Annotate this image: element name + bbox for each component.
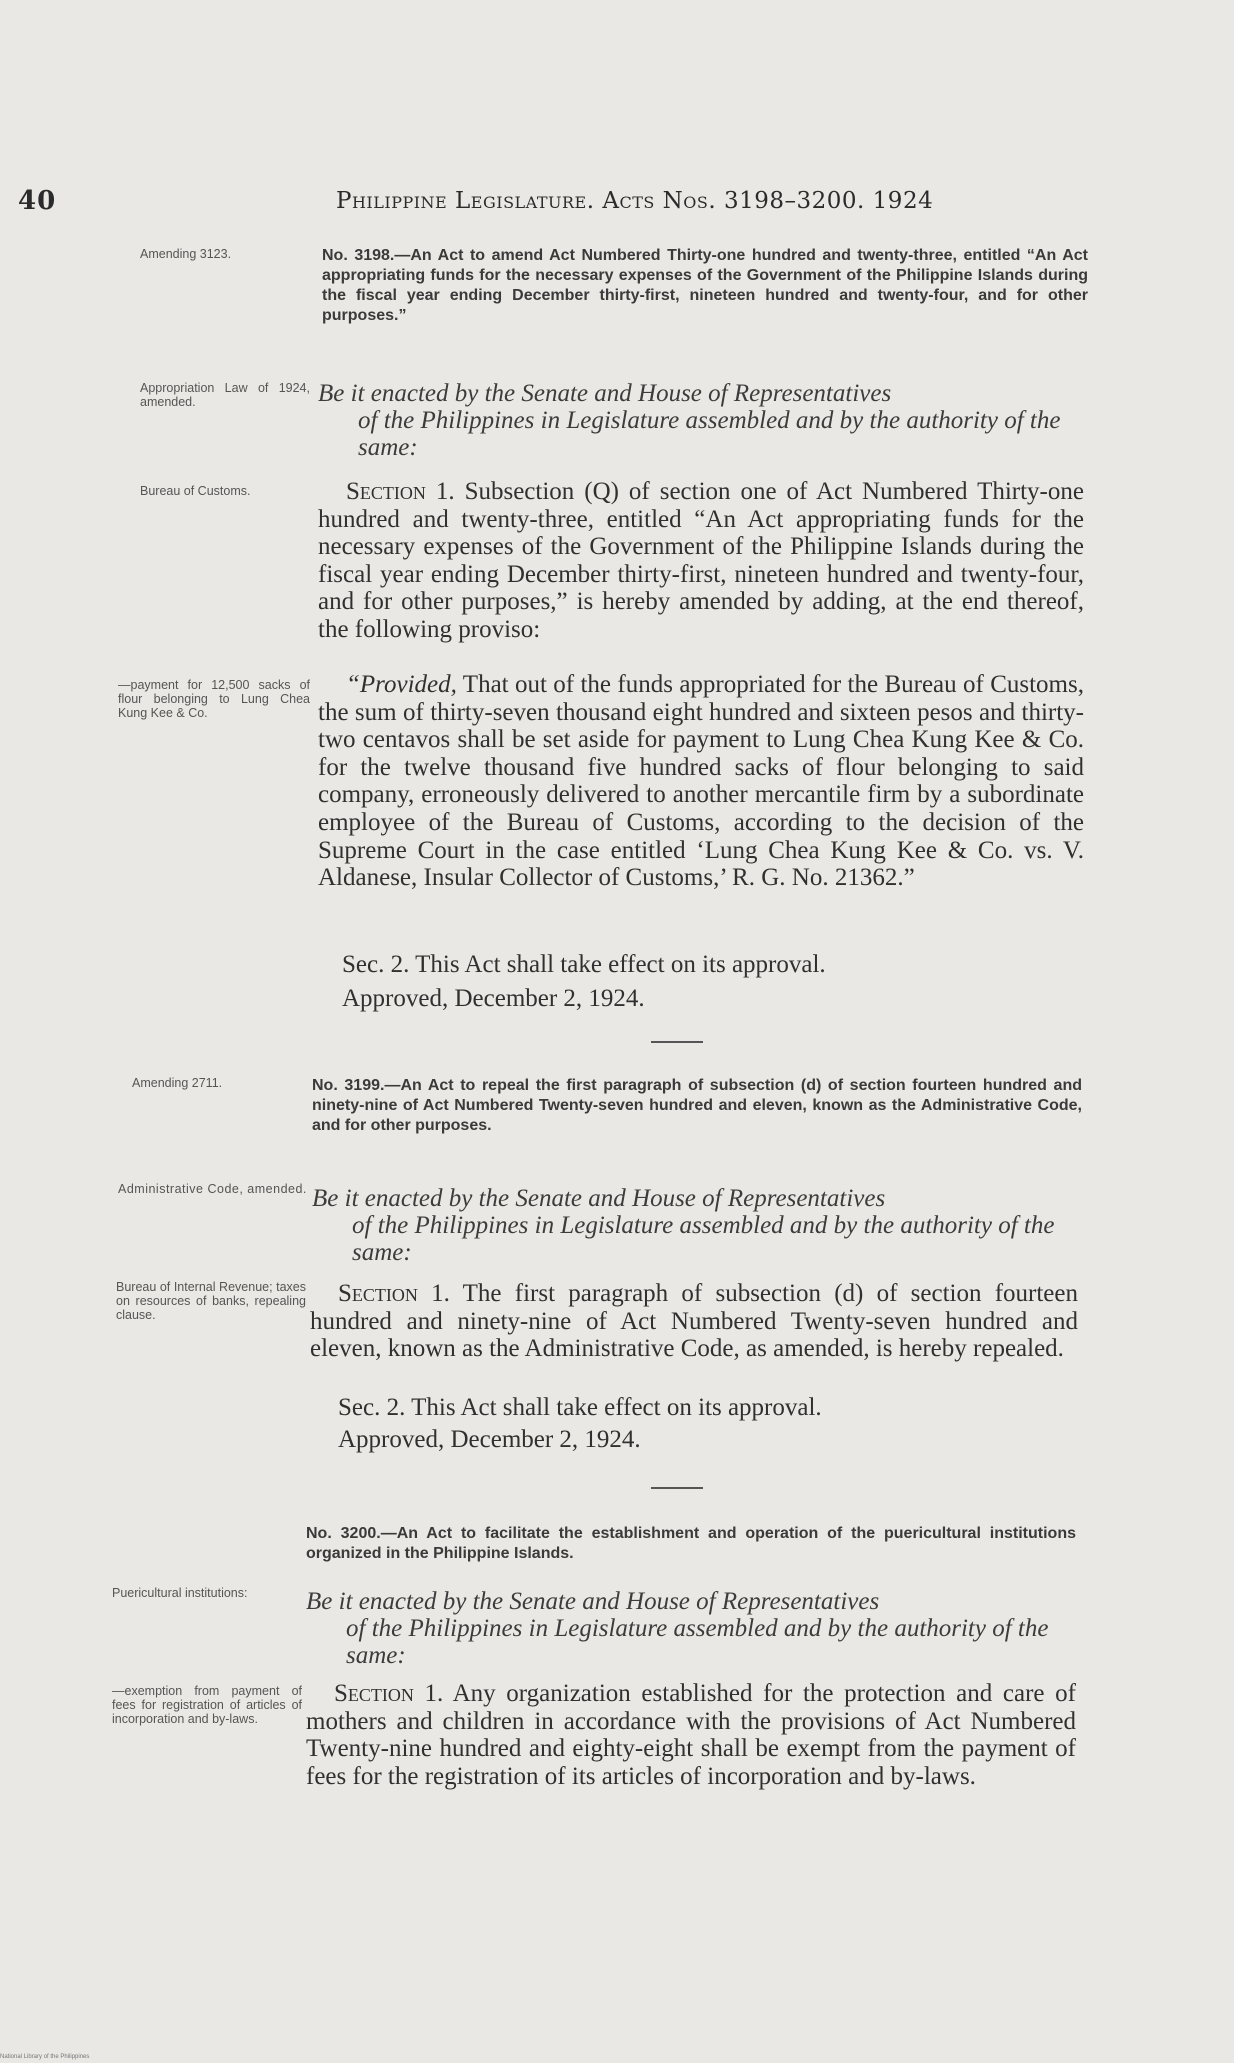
page-number: 40 xyxy=(18,186,57,216)
act-3199-approved: Approved, December 2, 1924. xyxy=(338,1426,641,1453)
act-3198-enacting-clause xyxy=(318,380,1088,461)
enact-first-line: Be it enacted by the Senate and House of Representatives xyxy=(318,380,892,407)
act-3198-title-text: —An Act to amend Act Numbered Thirty-one hundred and twenty-three, entitled “An Act appropriating funds for the necessary expenses of the Government of the Philippine Islands during the fiscal year ending December thirty-first, nineteen hundred and twenty-four, and for other purposes.” xyxy=(322,247,1088,324)
margin-note-payment-flour: —payment for 12,500 sacks of flour belonging to Lung Chea Kung Kee & Co. xyxy=(118,678,310,720)
act-3199-number: No. 3199. xyxy=(312,1077,385,1094)
enact-first-line: Be it enacted by the Senate and House of Representatives xyxy=(306,1588,880,1615)
section-1-text: Subsection (Q) of section one of Act Numbered Thirty-one hundred and twenty-three, entitled “An Act appropriating funds for the necessary expenses of the Government of the Philippine Islands during the fiscal year ending December thirty-first, nineteen hundred and twenty-four, and for other purposes,” is hereby amended by adding, at the end thereof, the following proviso: xyxy=(318,478,1084,643)
enact-rest: of the Philippines in Legislature assembled and by the authority of the same: xyxy=(358,407,1061,461)
act-3199-enacting-clause xyxy=(312,1185,1082,1266)
margin-note-amending-3123: Amending 3123. xyxy=(140,247,232,261)
scan-credit: National Library of the Philippines xyxy=(0,2054,90,2060)
act-3198-section-1 xyxy=(318,478,1084,644)
proviso-italic: “Provided, xyxy=(346,671,457,698)
act-3200-title xyxy=(306,1524,1076,1564)
section-divider xyxy=(651,1487,703,1489)
section-1-label: Section 1. xyxy=(334,1680,444,1707)
page-header xyxy=(0,186,1234,220)
act-3198-section-2: Sec. 2. This Act shall take effect on its approval. xyxy=(342,951,826,978)
margin-note-exemption: —exemption from payment of fees for registration of articles of incorporation and by-laws. xyxy=(112,1684,302,1726)
section-1-text: Any organization established for the protection and care of mothers and children in accordance with the provisions of Act Numbered Twenty-nine hundred and eighty-eight shall be exempt from the payment of fees for the registration of its articles of incorporation and by-laws. xyxy=(306,1680,1076,1790)
running-head: Philippine Legislature. Acts Nos. 3198–3200. 1924 xyxy=(336,188,934,214)
act-3199-title xyxy=(312,1076,1082,1136)
margin-note-puericultural: Puericultural institutions: xyxy=(112,1586,248,1600)
act-3199-section-1 xyxy=(310,1280,1078,1363)
margin-note-administrative-code: Administrative Code, amended. xyxy=(118,1182,307,1196)
enact-rest: of the Philippines in Legislature assembled and by the authority of the same: xyxy=(346,1615,1049,1669)
act-3200-title-text: —An Act to facilitate the establishment and operation of the puericultural institutions organized in the Philippine Islands. xyxy=(306,1525,1076,1562)
act-3198-number: No. 3198. xyxy=(322,247,395,264)
act-3198-title xyxy=(322,246,1088,326)
margin-note-internal-revenue: Bureau of Internal Revenue; taxes on resources of banks, repealing clause. xyxy=(116,1280,306,1322)
section-1-label: Section 1. xyxy=(338,1280,450,1307)
enact-first-line: Be it enacted by the Senate and House of Representatives xyxy=(312,1185,886,1212)
section-1-text: The first paragraph of subsection (d) of section fourteen hundred and ninety-nine of Act Numbered Twenty-seven hundred and eleven, known as the Administrative Code, as amended, is hereby repealed. xyxy=(310,1280,1078,1363)
margin-note-appropriation-law: Appropriation Law of 1924, amended. xyxy=(140,381,310,409)
section-1-label: Section 1. xyxy=(346,478,455,505)
section-divider xyxy=(651,1041,703,1043)
enact-rest: of the Philippines in Legislature assembled and by the authority of the same: xyxy=(352,1212,1055,1266)
margin-note-bureau-of-customs: Bureau of Customs. xyxy=(140,484,251,498)
act-3198-approved: Approved, December 2, 1924. xyxy=(342,985,645,1012)
act-3200-number: No. 3200. xyxy=(306,1525,381,1542)
margin-note-amending-2711: Amending 2711. xyxy=(132,1076,223,1090)
act-3200-enacting-clause xyxy=(306,1588,1076,1669)
act-3199-section-2: Sec. 2. This Act shall take effect on its approval. xyxy=(338,1394,822,1421)
proviso-text: That out of the funds appropriated for the Bureau of Customs, the sum of thirty-seven thousand eight hundred and sixteen pesos and thirty-two centavos shall be set aside for payment to Lung Chea Kung Kee & Co. for the twelve thousand five hundred sacks of flour belonging to said company, erroneously delivered to another mercantile firm by a subordinate employee of the Bureau of Customs, according to the decision of the Supreme Court in the case entitled ‘Lung Chea Kung Kee & Co. vs. V. Aldanese, Insular Collector of Customs,’ R. G. No. 21362.” xyxy=(318,671,1084,892)
act-3199-title-text: —An Act to repeal the first paragraph of subsection (d) of section fourteen hundred and ninety-nine of Act Numbered Twenty-seven hundred and eleven, known as the Administrative Code, and for other purposes. xyxy=(312,1077,1082,1134)
act-3198-proviso xyxy=(318,671,1084,892)
act-3200-section-1 xyxy=(306,1680,1076,1790)
